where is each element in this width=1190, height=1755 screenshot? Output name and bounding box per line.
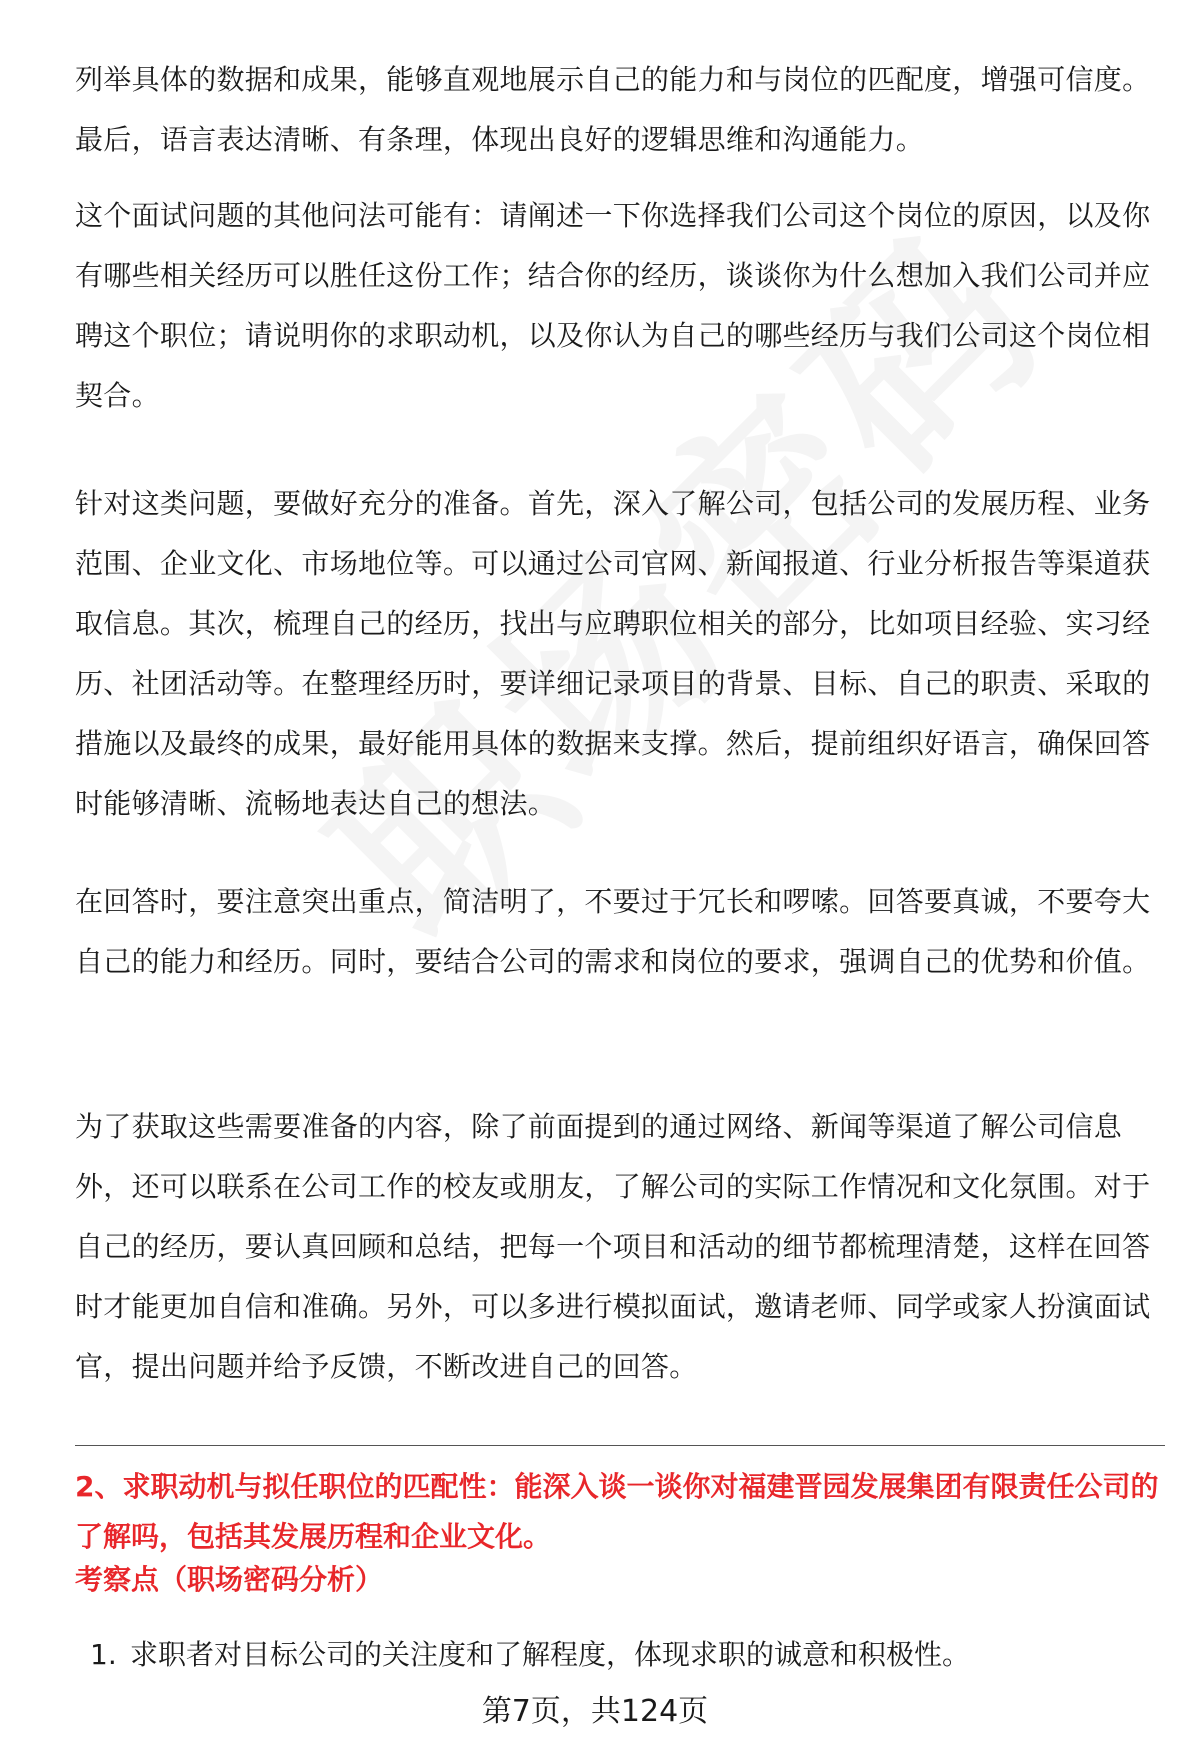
section-title: 考察点（职场密码分析） [75, 1563, 384, 1596]
paragraph-3: 针对这类问题，要做好充分的准备。首先，深入了解公司，包括公司的发展历程、业务范围、企业文化、市场地位等。可以通过公司官网、新闻报道、行业分析报告等渠道获取信息。其次，梳理自己的经历，找出与应聘职位相关的部分，比如项目经验、实习经历、社团活动等。在整理经历时，要详细记录项目的背景、目标、自己的职责、采取的措施以及最终的成果，最好能用具体的数据来支撑。然后，提前组织好语言，确保回答时能够清晰、流畅地表达自己的想法。 [75, 487, 1151, 820]
page-footer: 第7页，共124页 [481, 1694, 709, 1729]
section-divider [75, 1445, 1165, 1446]
list-item-text: 求职者对目标公司的关注度和了解程度，体现求职的诚意和积极性。 [130, 1638, 971, 1671]
paragraph-5: 为了获取这些需要准备的内容，除了前面提到的通过网络、新闻等渠道了解公司信息外，还可以联系在公司工作的校友或朋友，了解公司的实际工作情况和文化氛围。对于自己的经历，要认真回顾和总结，把每一个项目和活动的细节都梳理清楚，这样在回答时才能更加自信和准确。另外，可以多进行模拟面试，邀请老师、同学或家人扮演面试官，提出问题并给予反馈，不断改进自己的回答。 [75, 1110, 1151, 1383]
list-item-number: 1. [90, 1638, 117, 1671]
paragraph-4: 在回答时，要注意突出重点，简洁明了，不要过于冗长和啰嗦。回答要真诚，不要夸大自己的能力和经历。同时，要结合公司的需求和岗位的要求，强调自己的优势和价值。 [75, 885, 1151, 978]
paragraph-1: 列举具体的数据和成果，能够直观地展示自己的能力和与岗位的匹配度，增强可信度。最后，语言表达清晰、有条理，体现出良好的逻辑思维和沟通能力。 [75, 63, 1151, 156]
paragraph-2: 这个面试问题的其他问法可能有：请阐述一下你选择我们公司这个岗位的原因，以及你有哪些相关经历可以胜任这份工作；结合你的经历，谈谈你为什么想加入我们公司并应聘这个职位；请说明你的求职动机，以及你认为自己的哪些经历与我们公司这个岗位相契合。 [75, 199, 1151, 412]
list-item [90, 1635, 1150, 1675]
question-heading: 2、求职动机与拟任职位的匹配性：能深入谈一谈你对福建晋园发展集团有限责任公司的了解吗，包括其发展历程和企业文化。 [75, 1470, 1159, 1553]
